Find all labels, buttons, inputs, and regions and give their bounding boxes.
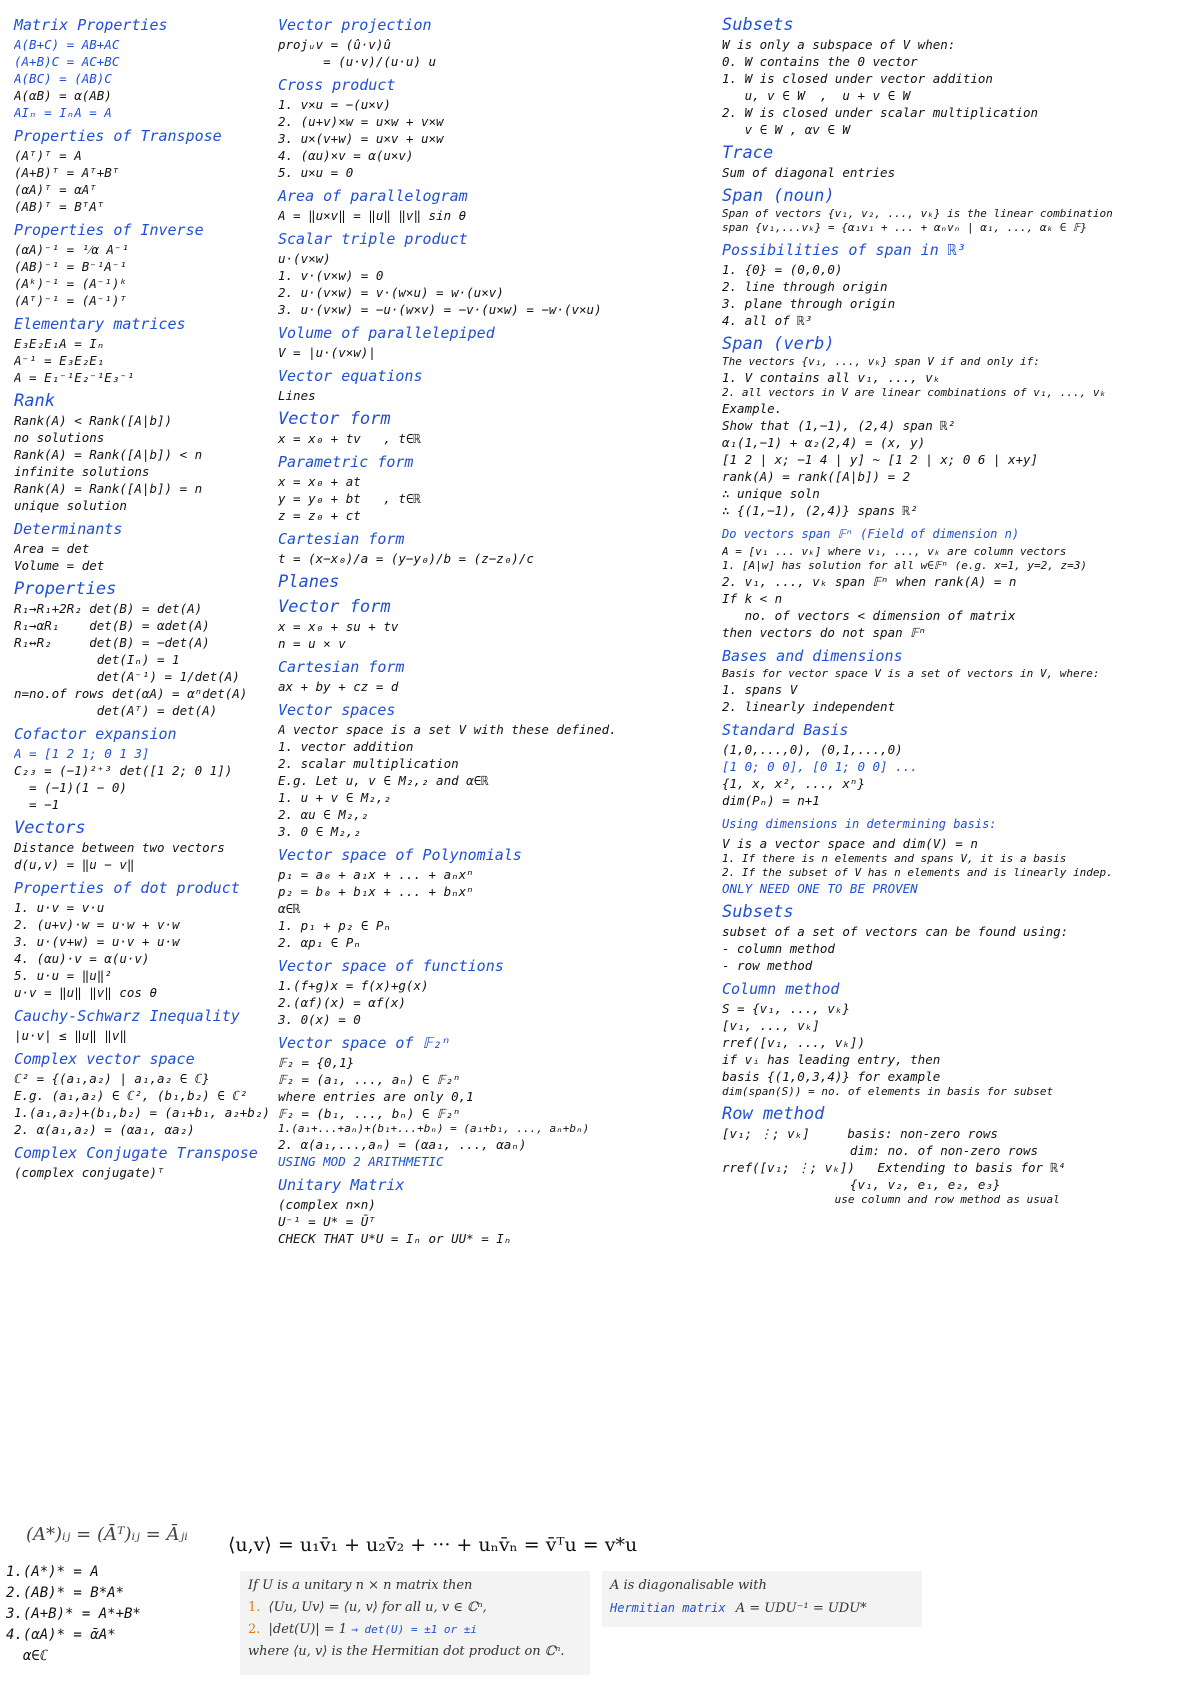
section-heading: Trace	[722, 143, 774, 163]
note-line: {v₁, v₂, e₁, e₂, e₃}	[722, 1177, 1001, 1192]
section-unitary-matrix	[278, 1176, 718, 1247]
note-line: 2. (u+v)×w = u×w + v×w	[278, 114, 444, 129]
diagonalisable-box	[602, 1571, 922, 1627]
section-heading: Unitary Matrix	[278, 1176, 405, 1194]
note-line: V = |u·(v×w)|	[278, 345, 376, 360]
note-line: v ∈ W , αv ∈ W	[722, 122, 850, 137]
note-line: 2. αu ∈ M₂,₂	[278, 807, 369, 822]
section-elementary-matrices	[14, 315, 279, 386]
section-complex-vector-space	[14, 1050, 279, 1138]
note-line: 5. u·u = ‖u‖²	[14, 968, 112, 983]
note-line: (αA)⁻¹ = ¹⁄α A⁻¹	[14, 242, 129, 257]
note-line: t = (x−x₀)/a = (y−y₀)/b = (z−z₀)/c	[278, 551, 534, 566]
section-vector-space-of	[278, 1034, 718, 1170]
section-column-method	[722, 980, 1192, 1099]
section-heading: Vector form	[278, 597, 391, 617]
note-line: ℂ² = {(a₁,a₂) | a₁,a₂ ∈ ℂ}	[14, 1071, 210, 1086]
note-line: 2. line through origin	[722, 279, 888, 294]
note-line: 1. spans V	[722, 682, 798, 697]
section-vector-form	[278, 598, 718, 652]
note-line: {1, x, x², ..., xⁿ}	[722, 776, 865, 791]
section-heading: Properties	[14, 579, 117, 599]
note-line: unique solution	[14, 498, 127, 513]
section-heading: Do vectors span 𝔽ⁿ (Field of dimension n)	[722, 527, 1020, 541]
section-cartesian-form	[278, 658, 718, 695]
note-line: E₃E₂E₁A = Iₙ	[14, 336, 105, 351]
note-line: 1. v×u = −(u×v)	[278, 97, 391, 112]
note-line: A = [1 2 1; 0 1 3]	[14, 746, 150, 761]
note-line: (Aᵀ)⁻¹ = (A⁻¹)ᵀ	[14, 293, 127, 308]
note-line: d(u,v) = ‖u − v‖	[14, 857, 135, 872]
note-line: A = [v₁ ... vₖ] where v₁, ..., vₖ are column vectors	[722, 545, 1067, 558]
section-vectors	[14, 819, 279, 873]
note-line: S = {v₁, ..., vₖ}	[722, 1001, 850, 1016]
note-line: ∴ {(1,−1), (2,4)} spans ℝ²	[722, 503, 918, 518]
section-heading: Cofactor expansion	[14, 725, 177, 743]
section-heading: Vector space of Polynomials	[278, 846, 522, 864]
note-line: Rank(A) = Rank([A|b]) = n	[14, 481, 203, 496]
note-line: 1. [A|w] has solution for all w∈𝔽ⁿ (e.g. x=1, y=2, z=3)	[722, 559, 1088, 572]
section-heading: Vector space of functions	[278, 957, 504, 975]
section-heading: Cartesian form	[278, 658, 405, 676]
section-heading: Using dimensions in determining basis:	[722, 817, 997, 831]
conjugate-property-line: 4.(αA)* = ᾱA*	[6, 1627, 116, 1643]
note-line: 2. u·(v×w) = v·(w×u) = w·(u×v)	[278, 285, 504, 300]
note-line: rref([v₁; ⋮; vₖ]) Extending to basis for ℝ⁴	[722, 1160, 1066, 1175]
section-row-method	[722, 1105, 1192, 1207]
note-line: projᵤv = (û·v)û	[278, 37, 391, 52]
note-line: z = z₀ + ct	[278, 508, 361, 523]
note-line: 𝔽₂ = {0,1}	[278, 1055, 355, 1070]
section-complex-conjugate-transpose	[14, 1144, 279, 1181]
note-line: n=no.of rows det(αA) = αⁿdet(A)	[14, 686, 248, 701]
note-line: x = x₀ + su + tv	[278, 619, 399, 634]
section-heading: Scalar triple product	[278, 230, 468, 248]
section-heading: Volume of parallelepiped	[278, 324, 495, 342]
note-line: 3. u·(v×w) = −u·(w×v) = −v·(u×w) = −w·(v×u)	[278, 302, 602, 317]
section-scalar-triple-product	[278, 230, 718, 318]
note-line: [1 2 | x; −1 4 | y] ~ [1 2 | x; 0 6 | x+y]	[722, 452, 1039, 467]
section-heading: Vector spaces	[278, 701, 396, 719]
section-heading: Vector form	[278, 409, 391, 429]
note-line: α₁(1,−1) + α₂(2,4) = (x, y)	[722, 435, 926, 450]
column-middle	[278, 14, 718, 1253]
note-line: (αA)ᵀ = αAᵀ	[14, 182, 97, 197]
note-line: Volume = det	[14, 558, 105, 573]
unitary-outro: where ⟨u, v⟩ is the Hermitian dot product on ℂⁿ.	[248, 1644, 565, 1659]
section-properties-of-dot-product	[14, 879, 279, 1001]
note-line: [v₁; ⋮; vₖ] basis: non-zero rows	[722, 1126, 998, 1141]
note-line: infinite solutions	[14, 464, 150, 479]
section-vector-spaces	[278, 701, 718, 840]
note-line: A(BC) = (AB)C	[14, 71, 112, 86]
note-line: 1. v·(v×w) = 0	[278, 268, 384, 283]
unitary-item-2	[248, 1619, 582, 1641]
note-line: [v₁, ..., vₖ]	[722, 1018, 820, 1033]
note-line: Basis for vector space V is a set of vectors in V, where:	[722, 667, 1100, 680]
note-line: (1,0,...,0), (0,1,...,0)	[722, 742, 903, 757]
note-line: A vector space is a set V with these defined.	[278, 722, 617, 737]
section-area-of-parallelogram	[278, 187, 718, 224]
note-line: det(Iₙ) = 1	[14, 652, 180, 667]
section-heading: Cauchy-Schwarz Inequality	[14, 1007, 240, 1025]
column-left	[14, 14, 279, 1187]
note-line: 2. α(a₁,...,aₙ) = (αa₁, ..., αaₙ)	[278, 1137, 527, 1152]
section-heading: Properties of dot product	[14, 879, 240, 897]
note-line: subset of a set of vectors can be found using:	[722, 924, 1069, 939]
conjugate-property-line: 1.(A*)* = A	[6, 1564, 99, 1580]
section-heading: Area of parallelogram	[278, 187, 468, 205]
diag-formula: A = UDU⁻¹ = UDU*	[735, 1601, 867, 1616]
section-heading: Cross product	[278, 76, 396, 94]
note-line: 1. vector addition	[278, 739, 414, 754]
column-right	[722, 14, 1192, 1213]
note-line: (AB)ᵀ = BᵀAᵀ	[14, 199, 105, 214]
note-line: n = u × v	[278, 636, 346, 651]
note-line: 3. plane through origin	[722, 296, 896, 311]
section-heading: Vectors	[14, 818, 86, 838]
note-line: 1.(a₁+...+aₙ)+(b₁+...+bₙ) = (a₁+b₁, ..., aₙ+bₙ)	[278, 1122, 590, 1135]
note-line: dim(span(S)) = no. of elements in basis for subset	[722, 1085, 1054, 1098]
note-line: 1. W is closed under vector addition	[722, 71, 993, 86]
note-line: 1. If there is n elements and spans V, it is a basis	[722, 852, 1067, 865]
note-line: Rank(A) < Rank([A|b])	[14, 413, 173, 428]
section-parametric-form	[278, 453, 718, 524]
section-planes	[278, 573, 718, 592]
note-line: 𝔽₂ = (a₁, ..., aₙ) ∈ 𝔽₂ⁿ	[278, 1072, 461, 1087]
note-line: then vectors do not span 𝔽ⁿ	[722, 625, 927, 640]
note-line: 1. V contains all v₁, ..., vₖ	[722, 370, 941, 385]
note-line: A(B+C) = AB+AC	[14, 37, 120, 52]
note-line: ax + by + cz = d	[278, 679, 399, 694]
section-do-vectors-span-field-of-dimension-n	[722, 525, 1192, 641]
note-line: 1. {0} = (0,0,0)	[722, 262, 843, 277]
section-heading: Vector projection	[278, 16, 432, 34]
hermitian-dot-product-formula: ⟨u,v⟩ = u₁v̄₁ + u₂v̄₂ + ··· + uₙv̄ₙ = v̄ᵀu = v*u	[228, 1534, 638, 1556]
note-line: det(A⁻¹) = 1/det(A)	[14, 669, 240, 684]
note-line: = (u·v)/(u·u) u	[278, 54, 437, 69]
note-line: 4. (αu)×v = α(u×v)	[278, 148, 414, 163]
diag-line	[610, 1597, 914, 1620]
section-heading: Parametric form	[278, 453, 414, 471]
conjugate-property-line: 3.(A+B)* = A*+B*	[6, 1606, 141, 1622]
note-line: det(Aᵀ) = det(A)	[14, 703, 218, 718]
section-heading: Determinants	[14, 520, 123, 538]
note-line: α∈ℝ	[278, 901, 301, 916]
note-line: use column and row method as usual	[722, 1193, 1060, 1206]
unitary-item-1	[248, 1597, 582, 1619]
unitary-properties-box	[240, 1571, 590, 1675]
section-heading: Complex vector space	[14, 1050, 195, 1068]
note-line: 1.(a₁,a₂)+(b₁,b₂) = (a₁+b₁, a₂+b₂)	[14, 1105, 270, 1120]
item-text: |det(U)| = 1	[268, 1622, 348, 1637]
section-volume-of-parallelepiped	[278, 324, 718, 361]
note-line: R₁→αR₁ det(B) = αdet(A)	[14, 618, 210, 633]
note-line: 1.(f+g)x = f(x)+g(x)	[278, 978, 429, 993]
note-line: (complex n×n)	[278, 1197, 376, 1212]
note-line: y = y₀ + bt , t∈ℝ	[278, 491, 421, 506]
note-line: span {v₁,...vₖ} = {α₁v₁ + ... + αₙvₙ | α₁, ..., αₖ ∈ 𝔽}	[722, 221, 1088, 234]
note-line: dim: no. of non-zero rows	[722, 1143, 1039, 1158]
note-line: Rank(A) = Rank([A|b]) < n	[14, 447, 203, 462]
note-line: 2. αp₁ ∈ Pₙ	[278, 935, 361, 950]
section-trace	[722, 144, 1192, 181]
note-line: Sum of diagonal entries	[722, 165, 896, 180]
section-cartesian-form	[278, 530, 718, 567]
section-heading: Planes	[278, 572, 340, 592]
note-line: = (−1)(1 − 0)	[14, 780, 127, 795]
note-line: Distance between two vectors	[14, 840, 225, 855]
item-number: 1.	[248, 1600, 261, 1615]
section-heading: Matrix Properties	[14, 16, 168, 34]
section-heading: Rank	[14, 391, 55, 411]
note-line: basis {(1,0,3,4)} for example	[722, 1069, 941, 1084]
note-line: = −1	[14, 797, 60, 812]
section-heading: Subsets	[722, 902, 794, 922]
note-line: 2. α(a₁,a₂) = (αa₁, αa₂)	[14, 1122, 195, 1137]
note-line: rref([v₁, ..., vₖ])	[722, 1035, 865, 1050]
note-line: Show that (1,−1), (2,4) span ℝ²	[722, 418, 956, 433]
section-properties-of-transpose	[14, 127, 279, 215]
note-line: 1. p₁ + p₂ ∈ Pₙ	[278, 918, 391, 933]
note-line: USING MOD 2 ARITHMETIC	[278, 1154, 444, 1169]
item-number: 2.	[248, 1622, 261, 1637]
section-heading: Properties of Inverse	[14, 221, 204, 239]
note-line: 2. (u+v)·w = u·w + v·w	[14, 917, 180, 932]
note-line: 0. W contains the 0 vector	[722, 54, 918, 69]
note-line: 4. (αu)·v = α(u·v)	[14, 951, 150, 966]
note-line: 2. linearly independent	[722, 699, 896, 714]
note-line: (A+B)C = AC+BC	[14, 54, 120, 69]
note-line: p₂ = b₀ + b₁x + ... + bₙxⁿ	[278, 884, 474, 899]
note-line: Span of vectors {v₁, v₂, ..., vₖ} is the linear combination	[722, 207, 1113, 220]
section-heading: Cartesian form	[278, 530, 405, 548]
note-line: E.g. (a₁,a₂) ∈ ℂ², (b₁,b₂) ∈ ℂ²	[14, 1088, 248, 1103]
note-line: A = E₁⁻¹E₂⁻¹E₃⁻¹	[14, 370, 135, 385]
note-line: x = x₀ + tv , t∈ℝ	[278, 431, 421, 446]
conjugate-transpose-properties	[6, 1562, 226, 1667]
note-line: A = ‖u×v‖ = ‖u‖ ‖v‖ sin θ	[278, 208, 467, 223]
note-line: 2.(αf)(x) = αf(x)	[278, 995, 406, 1010]
section-rank	[14, 392, 279, 514]
note-line: 4. all of ℝ³	[722, 313, 813, 328]
section-cauchy-schwarz-inequality	[14, 1007, 279, 1044]
note-line: u, v ∈ W , u + v ∈ W	[722, 88, 911, 103]
note-line: The vectors {v₁, ..., vₖ} span V if and only if:	[722, 355, 1040, 368]
note-line: 2. If the subset of V has n elements and is linearly indep.	[722, 866, 1113, 879]
section-vector-space-of-polynomials	[278, 846, 718, 951]
section-cross-product	[278, 76, 718, 181]
note-line: 3. 0(x) = 0	[278, 1012, 361, 1027]
item-text: ⟨Uu, Uv⟩ = ⟨u, v⟩ for all u, v ∈ ℂⁿ,	[268, 1600, 487, 1615]
note-line: |u·v| ≤ ‖u‖ ‖v‖	[14, 1028, 127, 1043]
note-line: no solutions	[14, 430, 105, 445]
section-standard-basis	[722, 721, 1192, 809]
note-line: ONLY NEED ONE TO BE PROVEN	[722, 881, 918, 896]
note-line: CHECK THAT U*U = Iₙ or UU* = Iₙ	[278, 1231, 512, 1246]
note-line: 1. u·v = v·u	[14, 900, 105, 915]
note-line: (Aᵏ)⁻¹ = (A⁻¹)ᵏ	[14, 276, 127, 291]
note-line: 3. u·(v+w) = u·v + u·w	[14, 934, 180, 949]
note-line: rank(A) = rank([A|b]) = 2	[722, 469, 911, 484]
section-heading: Possibilities of span in ℝ³	[722, 241, 966, 259]
note-line: Example.	[722, 401, 783, 416]
note-line: If k < n	[722, 591, 783, 606]
section-heading: Row method	[722, 1104, 825, 1124]
section-heading: Span (noun)	[722, 186, 835, 206]
section-possibilities-of-span-in	[722, 241, 1192, 329]
note-line: 5. u×u = 0	[278, 165, 354, 180]
note-line: E.g. Let u, v ∈ M₂,₂ and α∈ℝ	[278, 773, 489, 788]
unitary-intro: If U is a unitary n × n matrix then	[248, 1578, 473, 1593]
note-line: x = x₀ + at	[278, 474, 361, 489]
section-vector-form	[278, 410, 718, 447]
section-properties-of-inverse	[14, 221, 279, 309]
note-line: p₁ = a₀ + a₁x + ... + aₙxⁿ	[278, 867, 474, 882]
note-line: Area = det	[14, 541, 90, 556]
note-line: ∴ unique soln	[722, 486, 820, 501]
section-bases-and-dimensions	[722, 647, 1192, 715]
note-line: u·(v×w)	[278, 251, 331, 266]
note-line: no. of vectors < dimension of matrix	[722, 608, 1016, 623]
note-line: [1 0; 0 0], [0 1; 0 0] ...	[722, 759, 918, 774]
note-line: A⁻¹ = E₃E₂E₁	[14, 353, 105, 368]
section-span-verb	[722, 335, 1192, 519]
note-line: 3. u×(v+w) = u×v + u×w	[278, 131, 444, 146]
section-heading: Column method	[722, 980, 840, 998]
section-heading: Complex Conjugate Transpose	[14, 1144, 258, 1162]
note-line: - row method	[722, 958, 813, 973]
note-line: (complex conjugate)ᵀ	[14, 1165, 165, 1180]
note-line: U⁻¹ = U* = Ūᵀ	[278, 1214, 376, 1229]
section-heading: Standard Basis	[722, 721, 849, 739]
section-heading: Vector equations	[278, 367, 423, 385]
note-line: where entries are only 0,1	[278, 1089, 474, 1104]
section-vector-equations	[278, 367, 718, 404]
note-line: u·v = ‖u‖ ‖v‖ cos θ	[14, 985, 157, 1000]
note-line: A(αB) = α(AB)	[14, 88, 112, 103]
section-determinants	[14, 520, 279, 574]
note-line: 1. u + v ∈ M₂,₂	[278, 790, 391, 805]
note-line: R₁↔R₂ det(B) = −det(A)	[14, 635, 210, 650]
conjugate-transpose-formula: (A*)ᵢⱼ = (Āᵀ)ᵢⱼ = Āⱼᵢ	[26, 1524, 188, 1545]
note-line: V is a vector space and dim(V) = n	[722, 836, 978, 851]
section-subsets	[722, 903, 1192, 974]
note-line: 2. scalar multiplication	[278, 756, 459, 771]
note-line: dim(Pₙ) = n+1	[722, 793, 820, 808]
note-line: (Aᵀ)ᵀ = A	[14, 148, 82, 163]
section-heading: Bases and dimensions	[722, 647, 903, 665]
section-heading: Vector space of 𝔽₂ⁿ	[278, 1034, 451, 1052]
note-line: C₂₃ = (−1)²⁺³ det([1 2; 0 1])	[14, 763, 233, 778]
section-matrix-properties	[14, 16, 279, 121]
note-line: if vᵢ has leading entry, then	[722, 1052, 941, 1067]
note-line: 2. v₁, ..., vₖ span 𝔽ⁿ when rank(A) = n	[722, 574, 1017, 589]
note-line: AIₙ = IₙA = A	[14, 105, 112, 120]
note-line: 2. W is closed under scalar multiplication	[722, 105, 1039, 120]
note-line: (AB)⁻¹ = B⁻¹A⁻¹	[14, 259, 127, 274]
note-line: R₁→R₁+2R₂ det(B) = det(A)	[14, 601, 203, 616]
handwritten-note: → det(U) = ±1 or ±i	[351, 1623, 478, 1636]
note-line: 3. 0 ∈ M₂,₂	[278, 824, 361, 839]
section-heading: Elementary matrices	[14, 315, 186, 333]
section-subsets	[722, 16, 1192, 138]
diag-handwritten: Hermitian matrix	[610, 1601, 726, 1615]
diag-intro: A is diagonalisable with	[610, 1578, 767, 1593]
conjugate-property-line: 2.(AB)* = B*A*	[6, 1585, 125, 1601]
section-heading: Span (verb)	[722, 334, 835, 354]
conjugate-property-line: α∈ℂ	[6, 1648, 49, 1664]
section-properties	[14, 580, 279, 719]
note-line: 𝔽₂ = (b₁, ..., bₙ) ∈ 𝔽₂ⁿ	[278, 1106, 461, 1121]
note-line: (A+B)ᵀ = Aᵀ+Bᵀ	[14, 165, 120, 180]
note-line: Lines	[278, 388, 316, 403]
section-vector-space-of-functions	[278, 957, 718, 1028]
note-line: 2. all vectors in V are linear combinations of v₁, ..., vₖ	[722, 386, 1107, 399]
section-using-dimensions-in-determining-basis	[722, 815, 1192, 897]
note-line: W is only a subspace of V when:	[722, 37, 956, 52]
section-cofactor-expansion	[14, 725, 279, 813]
section-span-noun	[722, 187, 1192, 235]
note-line: - column method	[722, 941, 835, 956]
section-heading: Subsets	[722, 15, 794, 35]
section-heading: Properties of Transpose	[14, 127, 222, 145]
section-vector-projection	[278, 16, 718, 70]
